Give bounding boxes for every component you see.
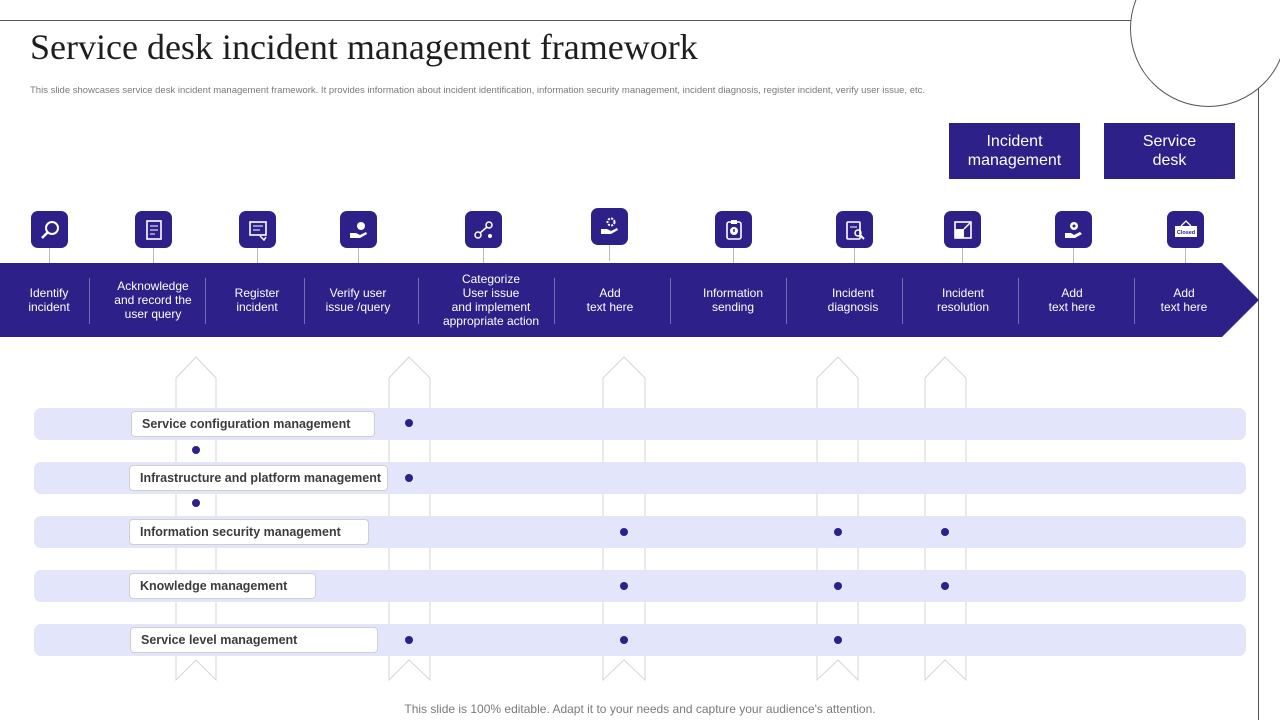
marker-dot <box>620 636 628 644</box>
marker-dot <box>834 528 842 536</box>
marker-dot <box>405 636 413 644</box>
service-desk-tag: Service desk <box>1104 123 1235 179</box>
resize-squares-icon <box>944 211 981 248</box>
step-categorize-issue: Categorize User issue and implement appropriate action <box>442 272 540 328</box>
clipboard-alert-icon <box>715 211 752 248</box>
step-separator <box>1018 278 1019 324</box>
hand-verify-icon <box>340 211 377 248</box>
step-add-text-3: Add text here <box>1160 286 1208 314</box>
step-separator <box>205 278 206 324</box>
step-incident-diagnosis: Incident diagnosis <box>827 286 879 314</box>
step-separator <box>418 278 419 324</box>
slide-subtitle: This slide showcases service desk incident management framework. It provides information about incident identification, information security management, incident diagnosis, register incident, verify user issue, etc. <box>30 85 926 96</box>
incident-management-tag: Incident management <box>949 123 1080 179</box>
row-label-service-configuration: Service configuration management <box>131 411 375 437</box>
marker-dot <box>192 499 200 507</box>
row-label-knowledge: Knowledge management <box>129 573 316 599</box>
step-add-text-1: Add text here <box>586 286 634 314</box>
step-verify-user-issue: Verify user issue /query <box>325 286 391 314</box>
marker-dot <box>941 528 949 536</box>
register-form-icon <box>239 211 276 248</box>
magnifier-icon <box>31 211 68 248</box>
marker-dot <box>620 582 628 590</box>
row-label-infrastructure-platform: Infrastructure and platform management <box>129 465 388 491</box>
hand-settings-icon <box>1055 211 1092 248</box>
network-nodes-icon <box>465 211 502 248</box>
marker-dot <box>192 446 200 454</box>
step-add-text-2: Add text here <box>1048 286 1096 314</box>
step-identify-incident: Identify incident <box>28 286 70 314</box>
svg-text:Closed: Closed <box>1176 229 1195 236</box>
step-separator <box>304 278 305 324</box>
step-separator <box>670 278 671 324</box>
hand-gear-icon <box>591 208 628 245</box>
row-label-service-level: Service level management <box>130 627 378 653</box>
slide-title: Service desk incident management framework <box>30 27 698 67</box>
document-list-icon <box>135 211 172 248</box>
marker-dot <box>405 474 413 482</box>
step-acknowledge-record: Acknowledge and record the user query <box>114 279 192 321</box>
step-register-incident: Register incident <box>234 286 280 314</box>
closed-sign-icon <box>1167 211 1204 248</box>
step-separator <box>89 278 90 324</box>
clipboard-search-icon <box>836 211 873 248</box>
marker-dot <box>834 636 842 644</box>
marker-dot <box>941 582 949 590</box>
marker-dot <box>834 582 842 590</box>
row-label-information-security: Information security management <box>129 519 369 545</box>
step-incident-resolution: Incident resolution <box>936 286 990 314</box>
footer-note: This slide is 100% editable. Adapt it to your needs and capture your audience's attention. <box>404 702 876 716</box>
marker-dot <box>620 528 628 536</box>
step-information-sending: Information sending <box>702 286 764 314</box>
marker-dot <box>405 419 413 427</box>
